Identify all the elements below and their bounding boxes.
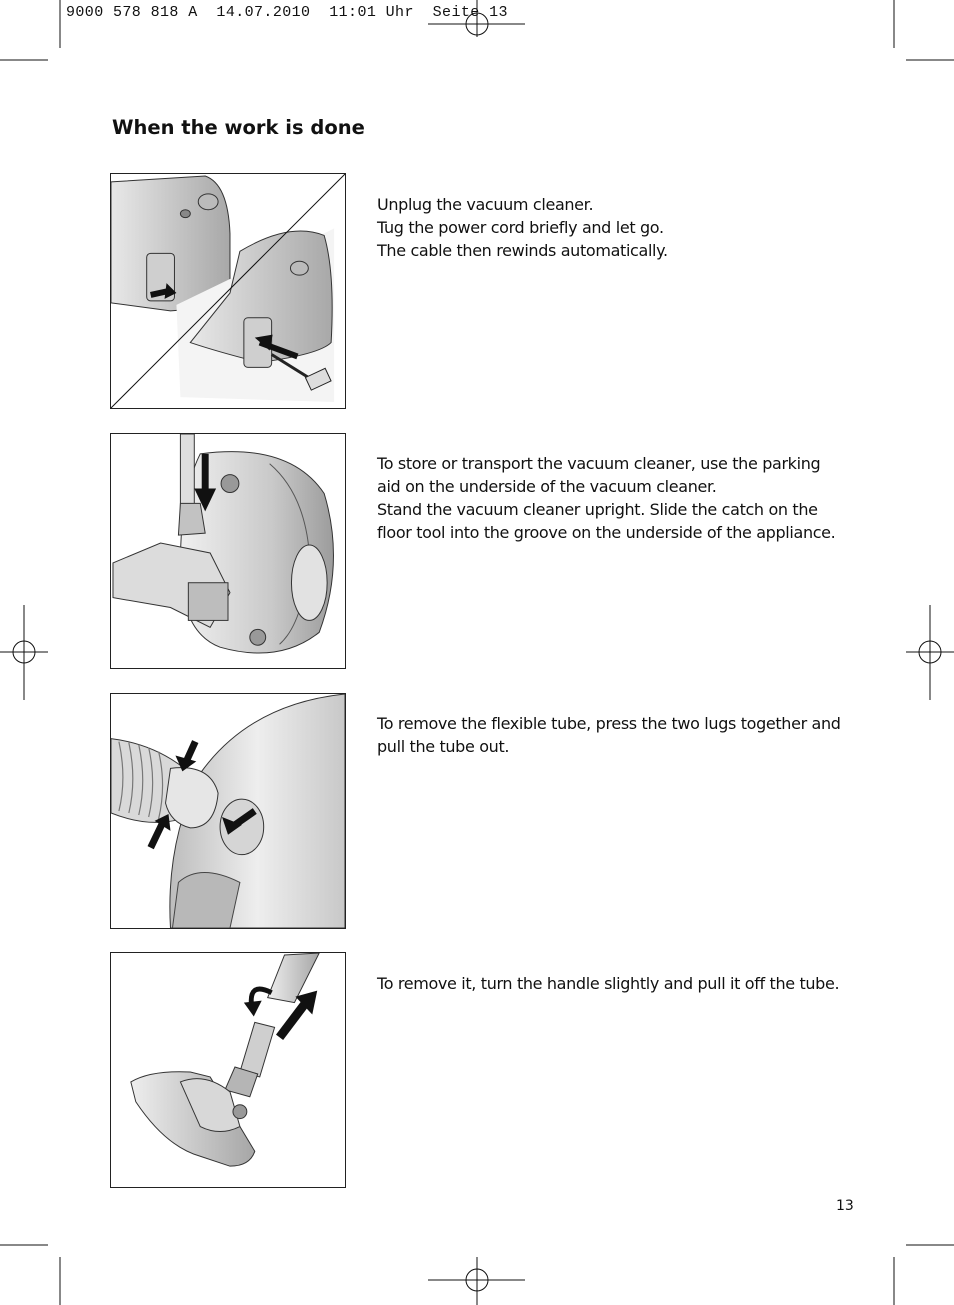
step-2-text (377, 452, 857, 544)
figure-cord-rewind (110, 173, 346, 409)
figure-remove-hose (110, 693, 346, 929)
step-1-line-1: Unplug the vacuum cleaner. (377, 195, 594, 214)
print-header: 9000 578 818 A 14.07.2010 11:01 Uhr Seite 13 (66, 4, 508, 21)
figure-parking-aid (110, 433, 346, 669)
step-2-line-1: To store or transport the vacuum cleaner, use the parking (377, 454, 821, 473)
step-1-line-2: Tug the power cord briefly and let go. (377, 218, 664, 237)
step-2-line-2: aid on the underside of the vacuum cleaner. (377, 477, 717, 496)
step-1-text (377, 193, 857, 262)
page-number: 13 (836, 1198, 854, 1214)
step-1-line-3: The cable then rewinds automatically. (377, 241, 668, 260)
step-3-text (377, 712, 857, 758)
step-3-line-1: To remove the flexible tube, press the two lugs together and (377, 714, 841, 733)
step-4-line-1: To remove it, turn the handle slightly and pull it off the tube. (377, 974, 840, 993)
step-4-text (377, 972, 857, 995)
step-2-line-4: floor tool into the groove on the underside of the appliance. (377, 523, 836, 542)
step-2-line-3: Stand the vacuum cleaner upright. Slide the catch on the (377, 500, 818, 519)
step-3-line-2: pull the tube out. (377, 737, 510, 756)
figure-remove-handle (110, 952, 346, 1188)
section-title: When the work is done (112, 116, 365, 139)
